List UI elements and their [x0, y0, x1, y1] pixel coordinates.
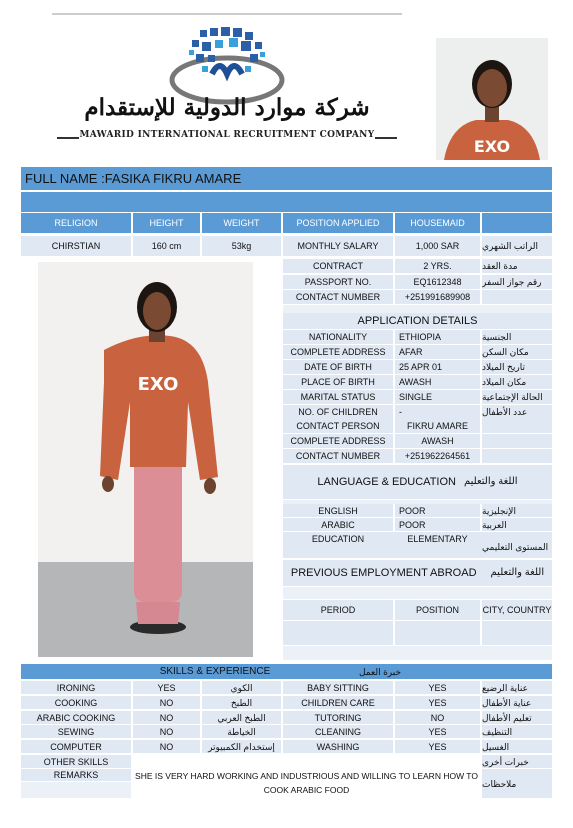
skill-label: SEWING [21, 725, 131, 738]
remarks-box [133, 769, 480, 798]
application-value: AFAR [395, 345, 480, 359]
skill-label: CLEANING [283, 725, 393, 738]
employment-row-1b [395, 621, 480, 645]
passport-label: PASSPORT NO. [283, 275, 393, 289]
application-value: AWASH [395, 434, 480, 448]
application-value: AWASH [395, 375, 480, 389]
english-value: POOR [395, 504, 480, 517]
application-arabic: الحالة الإجتماعية [482, 390, 552, 404]
contract-label: CONTRACT [283, 259, 393, 273]
skill-value: NO [133, 696, 200, 709]
logo-rule-right [375, 137, 397, 139]
height-value: 160 cm [133, 236, 200, 256]
application-label: NATIONALITY [283, 330, 393, 344]
education-value: ELEMENTARY [407, 534, 468, 544]
header-blank [482, 213, 552, 233]
english-arabic: الإنجليزية [482, 504, 552, 517]
skill-label: ARABIC COOKING [21, 711, 131, 724]
employment-position-header: POSITION [395, 600, 480, 620]
contact-number-value: +251991689908 [395, 290, 480, 304]
skill-arabic: الكوي [202, 681, 281, 694]
application-label: PLACE OF BIRTH [283, 375, 393, 389]
application-label: COMPLETE ADDRESS [283, 345, 393, 359]
application-label: CONTACT PERSON [283, 419, 393, 433]
other-skills-label: OTHER SKILLS [21, 755, 131, 768]
skill-label: CHILDREN CARE [283, 696, 393, 709]
headshot-photo [436, 38, 548, 160]
other-skills-arabic: خبرات أخرى [482, 755, 552, 768]
weight-value: 53kg [202, 236, 281, 256]
skill-arabic: الطبخ العربي [202, 711, 281, 724]
skill-label: COMPUTER [21, 740, 131, 753]
arabic-label: ARABIC [283, 518, 393, 531]
header-religion: RELIGION [21, 213, 131, 233]
skill-arabic: إستخدام الكمبيوتر [202, 740, 281, 753]
language-title-arabic: اللغة والتعليم [463, 476, 518, 487]
header-height: HEIGHT [133, 213, 200, 233]
blank-blue-row [21, 192, 552, 212]
remarks-text-line-1: SHE IS VERY HARD WORKING AND INDUSTRIOUS AND WILLING TO LEARN HOW TO [135, 771, 478, 781]
company-arabic-name: شركة موارد الدولية للإستقدام [84, 94, 370, 121]
logo-rule-left [57, 137, 79, 139]
contract-value: 2 YRS. [395, 259, 480, 273]
full-name-bar [21, 167, 552, 190]
language-title-row [283, 465, 552, 499]
skill-value: YES [395, 681, 480, 694]
employment-country-header: CITY, COUNTRY [482, 600, 552, 620]
skill-label: WASHING [283, 740, 393, 753]
skill-value: YES [395, 740, 480, 753]
svg-text:EXO: EXO [473, 137, 511, 156]
skill-value: NO [133, 725, 200, 738]
skill-value: NO [395, 711, 480, 724]
svg-text:EXO: EXO [137, 374, 179, 395]
contact-number-label: CONTACT NUMBER [283, 290, 393, 304]
skill-arabic: الغسيل [482, 740, 552, 753]
arabic-arabic: العربية [482, 518, 552, 531]
application-details-title: APPLICATION DETAILS [283, 313, 552, 329]
skill-arabic: تعليم الأطفال [482, 711, 552, 724]
skill-arabic: عناية الرضيع [482, 681, 552, 694]
other-skills-value [133, 755, 480, 768]
skill-label: TUTORING [283, 711, 393, 724]
salary-label: MONTHLY SALARY [283, 236, 393, 256]
application-arabic: مكان الميلاد [482, 375, 552, 389]
skill-arabic: عناية الأطفال [482, 696, 552, 709]
company-english-name: MAWARID INTERNATIONAL RECRUITMENT COMPANY [79, 130, 375, 140]
skill-value: NO [133, 740, 200, 753]
employment-title-row [283, 560, 552, 586]
skill-value: YES [395, 725, 480, 738]
skill-arabic: الطبخ [202, 696, 281, 709]
application-label: COMPLETE ADDRESS [283, 434, 393, 448]
skill-value: YES [395, 696, 480, 709]
application-arabic: الجنسية [482, 330, 552, 344]
skill-value: NO [133, 711, 200, 724]
remarks-text-line-2: COOK ARABIC FOOD [263, 785, 350, 795]
skill-arabic: التنظيف [482, 725, 552, 738]
header-housemaid: HOUSEMAID [395, 213, 480, 233]
application-arabic: تاريخ الميلاد [482, 360, 552, 374]
company-logo [52, 22, 402, 150]
arabic-value: POOR [395, 518, 480, 531]
spacer-row [283, 305, 552, 313]
full-name: FULL NAME :FASIKA FIKRU AMARE [25, 170, 242, 186]
application-value: FIKRU AMARE [395, 419, 480, 433]
application-arabic: مكان السكن [482, 345, 552, 359]
top-rule [52, 13, 402, 15]
application-arabic: عدد الأطفال [482, 405, 552, 419]
application-value: SINGLE [395, 390, 480, 404]
skills-title: SKILLS & EXPERIENCE [159, 665, 271, 677]
header-position-applied: POSITION APPLIED [283, 213, 393, 233]
skill-value: YES [133, 681, 200, 694]
remarks-label: REMARKS [21, 769, 131, 781]
contact-number-blank [482, 290, 552, 304]
employment-title: PREVIOUS EMPLOYMENT ABROAD [290, 567, 477, 579]
salary-arabic: الراتب الشهري [482, 236, 552, 256]
contract-arabic: مدة العقد [482, 259, 552, 273]
employment-period-header: PERIOD [283, 600, 393, 620]
skill-label: BABY SITTING [283, 681, 393, 694]
application-arabic [482, 449, 552, 463]
application-arabic [482, 434, 552, 448]
full-body-photo [38, 262, 253, 657]
salary-value: 1,000 SAR [395, 236, 480, 256]
header-weight: WEIGHT [202, 213, 281, 233]
skill-label: COOKING [21, 696, 131, 709]
passport-value: EQ1612348 [395, 275, 480, 289]
skill-label: IRONING [21, 681, 131, 694]
application-value: ETHIOPIA [395, 330, 480, 344]
application-value: 25 APR 01 [395, 360, 480, 374]
application-arabic [482, 419, 552, 433]
employment-title-arabic: اللغة والتعليم [490, 567, 545, 578]
english-label: ENGLISH [283, 504, 393, 517]
religion-value: CHIRSTIAN [21, 236, 131, 256]
skill-arabic: الخياطة [202, 725, 281, 738]
employment-row-1c [482, 621, 552, 645]
education-label: EDUCATION [311, 534, 365, 544]
language-title: LANGUAGE & EDUCATION [317, 476, 456, 488]
application-value: - [395, 405, 480, 419]
remarks-label-spacer [21, 782, 131, 798]
application-label: DATE OF BIRTH [283, 360, 393, 374]
application-value: +251962264561 [395, 449, 480, 463]
employment-row-1a [283, 621, 393, 645]
education-arabic: المستوى التعليمي [482, 542, 549, 552]
application-label: CONTACT NUMBER [283, 449, 393, 463]
employment-spacer [283, 587, 552, 599]
employment-row-2 [283, 646, 552, 660]
passport-arabic: رقم جواز السفر [482, 275, 552, 289]
application-label: NO. OF CHILDREN [283, 405, 393, 419]
remarks-arabic: ملاحظات [482, 769, 552, 798]
skills-title-arabic: خبرة العمل [358, 666, 402, 677]
application-label: MARITAL STATUS [283, 390, 393, 404]
